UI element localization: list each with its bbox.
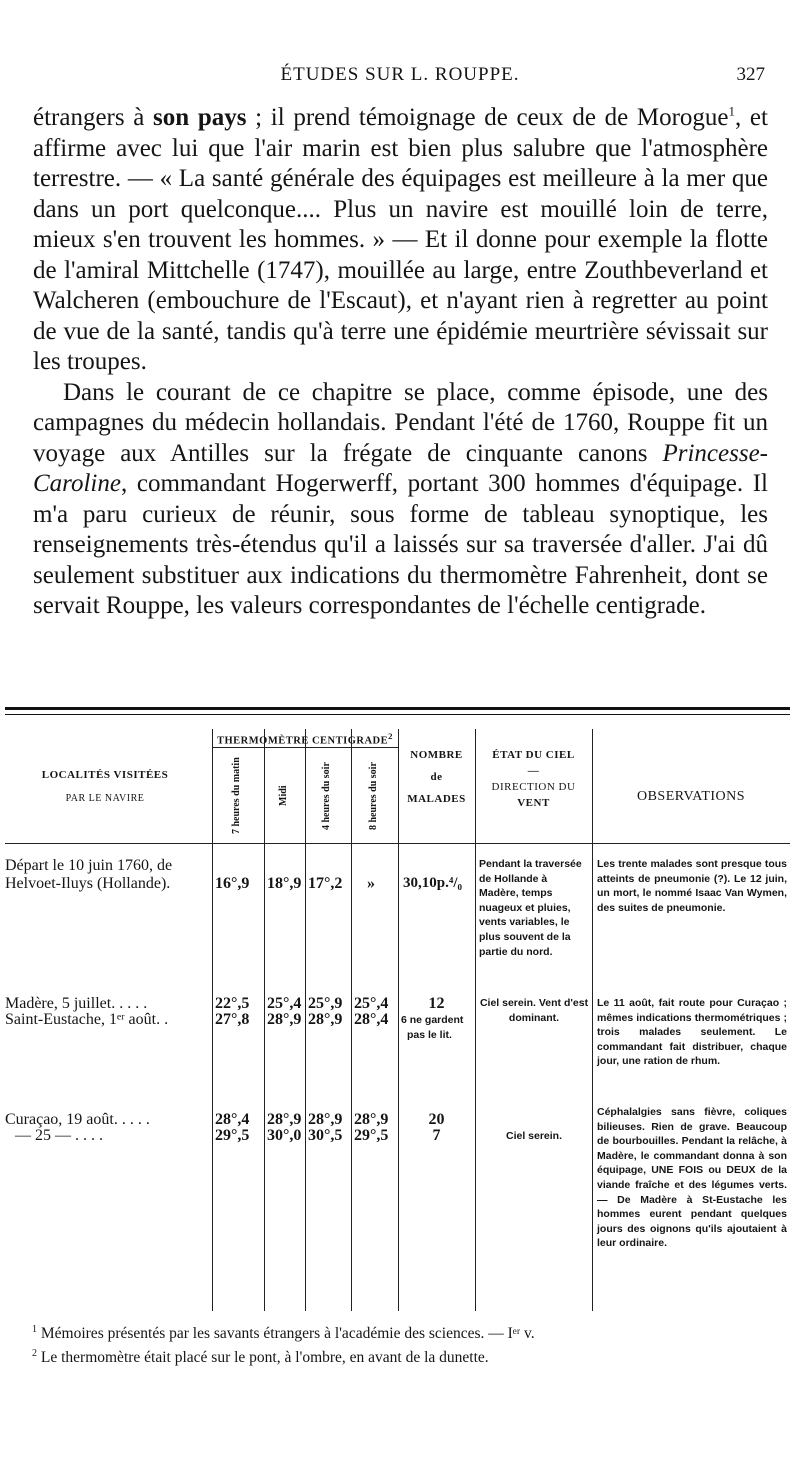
header-malades: MALADES (407, 793, 466, 805)
row1-t12: 18°,9 (267, 875, 302, 892)
row2-malades: 12 (428, 995, 445, 1012)
col-divider (305, 729, 306, 1311)
row3-t4: 28°,9 (308, 1011, 343, 1028)
footnote-2 (32, 1344, 772, 1368)
p1-part-c: ; il prend témoignage de ceux de de Morogue (246, 104, 729, 131)
p1-part-a: étrangers à (33, 104, 154, 131)
row4-loc: Curaçao, 19 août. . . . . (5, 1111, 150, 1128)
row4-t8: 28°,9 (354, 1111, 389, 1128)
row1-loc2: Helvoet-Iluys (Hollande). (5, 875, 171, 892)
p2-part-b: , commandant Hogerwerff, portant 300 hommes d'équipage. Il m'a paru curieux de réunir, sous forme de tableau synoptique, les renseignements très-étendus qu'il a laissés sur sa traversée d'aller. J'ai dû seulement substituer aux indications du thermomètre Fahrenheit, dont se servait Rouppe, les valeurs correspondantes de l'échelle centigrade. (33, 470, 768, 619)
row2-t4: 25°,9 (308, 995, 343, 1012)
etat-2: Ciel serein. Vent d'est dominant. (479, 997, 589, 1024)
header-nombre: NOMBRE (410, 749, 463, 761)
header-thermometre (212, 731, 398, 747)
footnote-1-mark: 1 (32, 1324, 37, 1335)
row4-t4: 28°,9 (308, 1111, 343, 1128)
footnote-2-text: Le thermomètre était placé sur le pont, à l'ombre, en avant de la dunette. (40, 1349, 489, 1367)
header-localites-2: PAR LE NAVIRE (65, 793, 145, 804)
row2-t8: 25°,4 (354, 995, 389, 1012)
table-top-rule-thin (5, 714, 790, 715)
obs-2: Le 11 août, fait route pour Curaçao ; mêmes indications thermométriques ; trois malades seulement. Le commandant fait distribuer, chaque jour, une ration de rhum. (597, 997, 787, 1068)
paragraph-2 (33, 378, 768, 622)
row4-malades: 20 (428, 1111, 445, 1128)
row3-t8: 28°,4 (354, 1011, 389, 1028)
row4-t7: 28°,4 (215, 1111, 250, 1128)
row1-loc: Départ le 10 juin 1760, de (5, 857, 173, 874)
row2-t7: 22°,5 (215, 995, 250, 1012)
footnote-ref-1: 1 (728, 103, 736, 119)
col-divider (592, 729, 593, 1311)
row3-t7: 27°,8 (215, 1011, 250, 1028)
paragraph-1 (33, 103, 768, 378)
p1-part-b: son pays (153, 104, 247, 131)
col-divider (264, 729, 265, 1311)
row5-t7: 29°,5 (215, 1127, 250, 1144)
page-number: 327 (736, 64, 765, 85)
row3-malades: 6 ne gardent (401, 1014, 464, 1026)
col-divider (398, 729, 399, 1311)
header-vent: VENT (517, 797, 550, 809)
header-midi: Midi (278, 785, 289, 807)
footnote-1-text: Mémoires présentés par les savants étrangers à l'académie des sciences. — Iᵉʳ v. (40, 1325, 535, 1343)
footnote-ref-2: 2 (388, 731, 393, 741)
header-4h: 4 heures du soir (321, 762, 332, 830)
etat-3: Ciel serein. (505, 1130, 563, 1142)
row5-loc: — 25 — . . . . (15, 1127, 103, 1144)
row1-t4: 17°,2 (308, 875, 343, 892)
header-7h: 7 heures du matin (231, 757, 242, 835)
running-title: ÉTUDES SUR L. ROUPPE. (280, 64, 520, 85)
header-de: de (430, 771, 443, 783)
header-direction: DIRECTION DU (491, 781, 576, 793)
obs-1: Les trente malades sont presque tous atteints de pneumonie (?). Le 12 juin, un mort, le nommé Isaac Van Wymen, des suites de pneumonie. (597, 858, 787, 914)
row2-loc: Madère, 5 juillet. . . . . (5, 995, 148, 1012)
synoptic-table (5, 707, 790, 1311)
header-thermometre-label: THERMOMÈTRE CENTIGRADE (216, 735, 389, 747)
table-top-rule (5, 707, 790, 710)
etat-1: Pendant la traversée de Hollande à Madère, temps nuageux et pluies, vents variables, le plus souvent de la partie du nord. (479, 858, 582, 958)
col-divider (475, 729, 476, 1311)
col-divider (212, 729, 213, 1311)
obs-3: Céphalalgies sans fièvre, coliques bilieuses. Rien de grave. Beaucoup de bourbouilles. Pendant la relâche, à Madère, le commandant donna à son équipage, UNE FOIS ou DEUX de la viande fraîche et des légumes verts. — De Madère à St-Eustache les hommes eurent pendant quelques jours des oignons qu'ils ajoutaient à leur ordinaire. (597, 1106, 787, 1250)
body-text (33, 103, 768, 622)
p2-part-a: Dans le courant de ce chapitre se place, comme épisode, une des campagnes du médecin hollandais. Pendant l'été de 1760, Rouppe fit un voyage aux Antilles sur la frégate de cinquante canons (33, 378, 768, 467)
header-8h: 8 heures du soir (368, 762, 379, 830)
footnote-2-mark: 2 (32, 1348, 37, 1360)
footnote-1 (32, 1320, 772, 1344)
row5-malades: 7 (432, 1127, 441, 1144)
page-header (0, 60, 800, 90)
row3-t12: 28°,9 (267, 1011, 302, 1028)
header-localites: LOCALITÉS VISITÉES (41, 769, 169, 781)
footnotes (32, 1320, 772, 1368)
header-dash: — (527, 765, 540, 777)
header-bottom-rule (5, 843, 790, 844)
row1-malades: 30,10p.⁴/₀ (403, 875, 463, 891)
col-divider (351, 729, 352, 1311)
row1-t8: » (367, 875, 375, 892)
row2-t12: 25°,4 (267, 995, 302, 1012)
row1-t7: 16°,9 (215, 875, 250, 892)
row5-t12: 30°,0 (267, 1127, 302, 1144)
header-etat: ÉTAT DU CIEL (492, 749, 575, 761)
p1-part-d: , et affirme avec lui que l'air marin est bien plus salubre que l'atmosphère terrestre. — « La santé générale des équipages est meilleure à la mer que dans un port quelconque.... Plus un navire est mouillé loin de terre, mieux s'en trouvent les hommes. » — Et il donne pour exemple la flotte de l'amiral Mittchelle (1747), mouillée au large, entre Zouthbeverland et Walcheren (embouchure de l'Escaut), et n'ayant rien à regretter au point de vue de la santé, tandis qu'à terre une épidémie meurtrière sévissait sur les troupes. (33, 104, 768, 375)
header-observations: OBSERVATIONS (636, 789, 746, 804)
row3-malades-extra: pas le lit. (407, 1029, 452, 1041)
row3-loc: Saint-Eustache, 1ᵉʳ août. . (5, 1011, 169, 1028)
ship-name: Princesse-Caroline (33, 439, 768, 497)
row5-t8: 29°,5 (354, 1127, 389, 1144)
row4-t12: 28°,9 (267, 1111, 302, 1128)
row5-t4: 30°,5 (308, 1127, 343, 1144)
thermo-header-rule (212, 747, 398, 748)
